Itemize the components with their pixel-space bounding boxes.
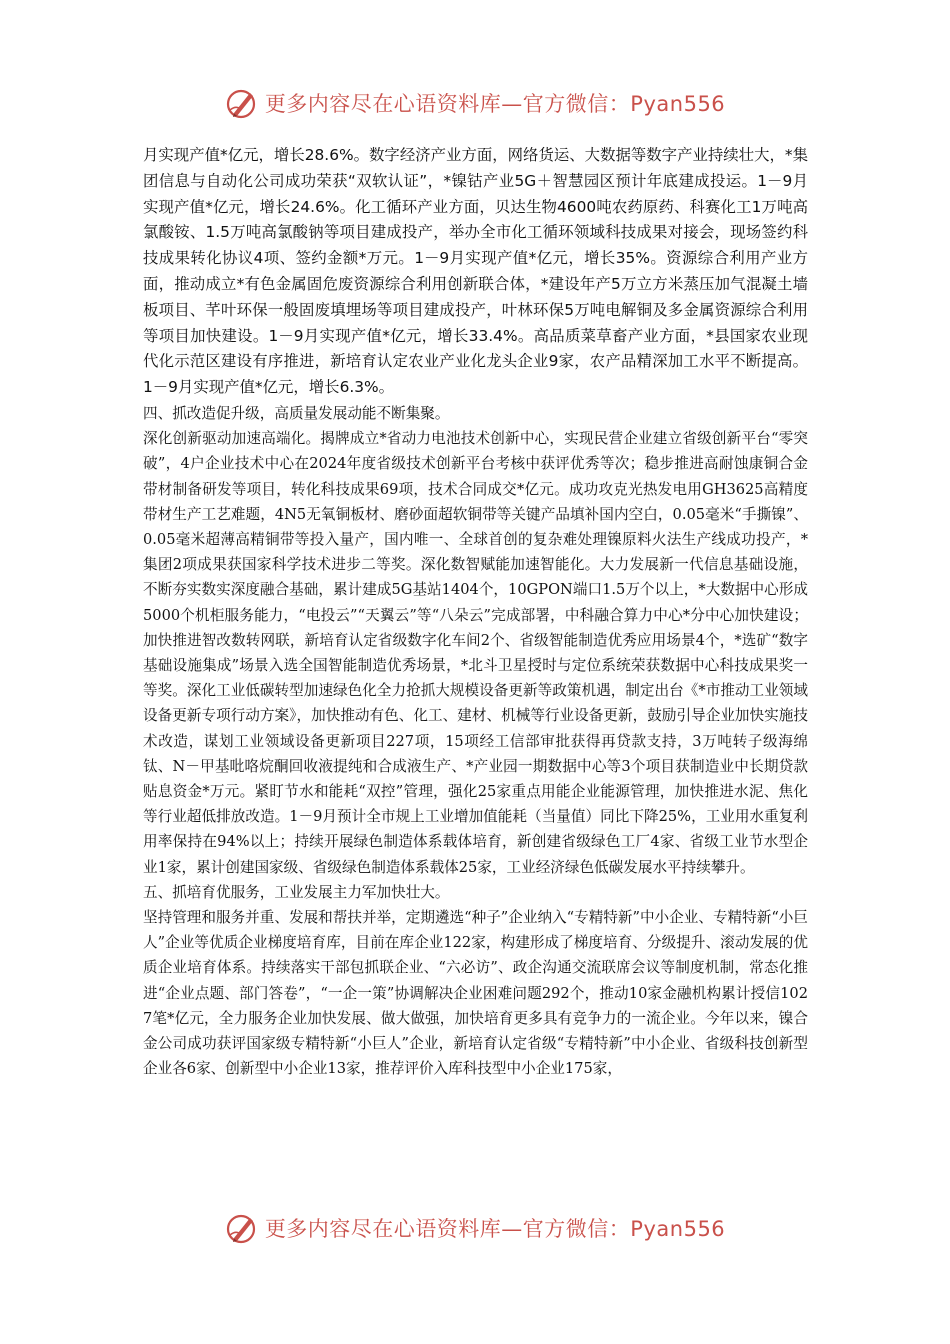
pen-logo-icon xyxy=(225,86,259,120)
header-watermark xyxy=(0,82,950,124)
paragraph-digital-economy: 月实现产值*亿元，增长28.6%。数字经济产业方面，网络货运、大数据等数字产业持续壮大，*集团信息与自动化公司成功荣获“双软认证”，*镍钴产业5G＋智慧园区预计年底建成投运。1－9月实现产值*亿元，增长24.6%。化工循环产业方面，贝达生物4600吨农药原药、科赛化工1万吨高氯酸铵、1.5万吨高氯酸钠等项目建成投产，举办全市化工循环领域科技成果对接会，现场签约科技成果转化协议4项、签约金额*万元。1－9月实现产值*亿元，增长35%。资源综合利用产业方面，推动成立*有色金属固危废资源综合利用创新联合体，*建设年产5万立方米蒸压加气混凝土墙板项目、芊叶环保一般固废填埋场等项目建成投产，叶林环保5万吨电解铜及多金属资源综合利用等项目加快建设。1－9月实现产值*亿元，增长33.4%。高品质菜草畜产业方面，*县国家农业现代化示范区建设有序推进，新培育认定农业产业化龙头企业9家，农产品精深加工水平不断提高。1－9月实现产值*亿元，增长6.3%。 xyxy=(143,146,808,397)
watermark-text: 更多内容尽在心语资料库—官方微信：Pyan556 xyxy=(264,1217,726,1241)
watermark-text: 更多内容尽在心语资料库—官方微信：Pyan556 xyxy=(264,92,726,116)
pen-logo-icon xyxy=(225,1211,259,1245)
section-heading-four: 四、抓改造促升级，高质量发展动能不断集聚。 xyxy=(143,404,450,422)
section-heading-five: 五、抓培育优服务，工业发展主力军加快壮大。 xyxy=(143,883,450,901)
paragraph-service: 坚持管理和服务并重、发展和帮扶并举，定期遴选“种子”企业纳入“专精特新”中小企业、专精特新“小巨人”企业等优质企业梯度培育库，目前在库企业122家，构建形成了梯度培育、分级提升、滚动发展的优质企业培育体系。持续落实干部包抓联企业、“六必访”、政企沟通交流联席会议等制度机制，常态化推进“企业点题、部门答卷”，“一企一策”协调解决企业困难问题292个，推动10家金融机构累计授信1027笔*亿元，全力服务企业加快发展、做大做强，加快培育更多具有竞争力的一流企业。今年以来，镍合金公司成功获评国家级专精特新“小巨人”企业，新培育认定省级“专精特新”中小企业、省级科技创新型企业各6家、创新型中小企业13家，推荐评价入库科技型中小企业175家， xyxy=(143,909,808,1078)
document-body xyxy=(143,143,808,1081)
footer-watermark xyxy=(0,1207,950,1249)
paragraph-upgrade: 深化创新驱动加速高端化。揭牌成立*省动力电池技术创新中心，实现民营企业建立省级创新平台“零突破”，4户企业技术中心在2024年度省级技术创新平台考核中获评优秀等次；稳步推进高耐蚀康铜合金带材制备研发等项目，转化科技成果69项，技术合同成交*亿元。成功攻克光热发电用GH3625高精度带材生产工艺难题，4N5无氧铜板材、磨砂面超软铜带等关键产品填补国内空白，0.05毫米“手撕镍”、0.05毫米超薄高精铜带等投入量产，国内唯一、全球首创的复杂难处理镍原料火法生产线成功投产，*集团2项成果获国家科学技术进步二等奖。深化数智赋能加速智能化。大力发展新一代信息基础设施，不断夯实数实深度融合基础，累计建成5G基站1404个，10GPON端口1.5万个以上，*大数据中心形成5000个机柜服务能力，“电投云”“天翼云”等“八朵云”完成部署，中科融合算力中心*分中心加快建设；加快推进智改数转网联，新培育认定省级数字化车间2个、省级智能制造优秀应用场景4个，*选矿“数字基础设施集成”场景入选全国智能制造优秀场景，*北斗卫星授时与定位系统荣获数据中心科技成果奖一等奖。深化工业低碳转型加速绿色化全力抢抓大规模设备更新等政策机遇，制定出台《*市推动工业领域设备更新专项行动方案》，加快推动有色、化工、建材、机械等行业设备更新，鼓励引导企业加快实施技术改造，谋划工业领域设备更新项目227项，15项经工信部审批获得再贷款支持，3万吨转子级海绵钛、N－甲基吡咯烷酮回收液提纯和合成液生产、*产业园一期数据中心等3个项目获制造业中长期贷款贴息资金*万元。紧盯节水和能耗“双控”管理，强化25家重点用能企业能源管理，加快推进水泥、焦化等行业超低排放改造。1－9月预计全市规上工业增加值能耗（当量值）同比下降25%，工业用水重复利用率保持在94%以上；持续开展绿色制造体系载体培育，新创建省级绿色工厂4家、省级工业节水型企业1家，累计创建国家级、省级绿色制造体系载体25家，工业经济绿色低碳发展水平持续攀升。 xyxy=(143,430,808,876)
